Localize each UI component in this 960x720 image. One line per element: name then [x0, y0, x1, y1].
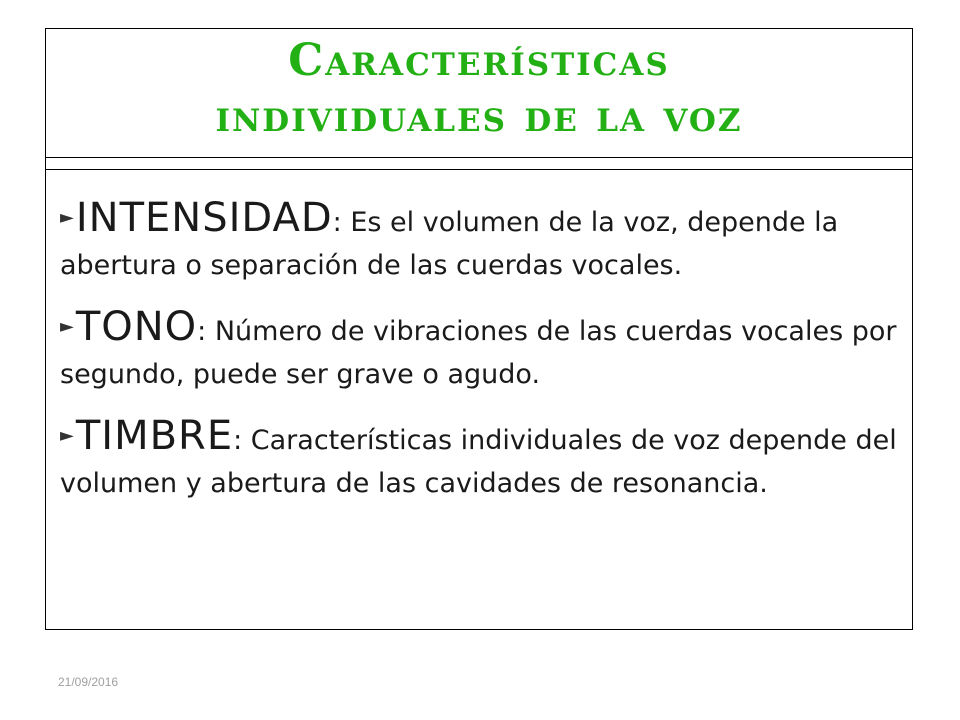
slide-title — [45, 33, 913, 145]
bullet-tono — [60, 305, 900, 396]
slide-date: 21/09/2016 — [58, 675, 119, 689]
triangle-right-icon: ► — [60, 207, 74, 228]
bullet-term: TONO — [75, 304, 198, 350]
bullet-text: : Número de vibraciones de las cuerdas vocales por segundo, puede ser grave o agudo. — [60, 316, 897, 390]
slide-title-line-1: Características — [288, 35, 670, 86]
triangle-right-icon: ► — [60, 316, 74, 337]
title-divider-top — [45, 157, 913, 158]
bullet-list — [60, 196, 900, 523]
bullet-text: : Es el volumen de la voz, depende la abertura o separación de las cuerdas vocales. — [60, 207, 839, 281]
bullet-text: : Características individuales de voz depende del volumen y abertura de las cavidades de resonancia. — [60, 425, 897, 499]
triangle-right-icon: ► — [60, 425, 74, 446]
title-divider-bottom — [45, 169, 913, 170]
slide-title-line-2: individuales de la voz — [215, 91, 743, 142]
bullet-intensidad — [60, 196, 900, 287]
bullet-timbre — [60, 414, 900, 505]
bullet-term: INTENSIDAD — [75, 195, 333, 241]
bullet-term: TIMBRE — [75, 413, 234, 459]
